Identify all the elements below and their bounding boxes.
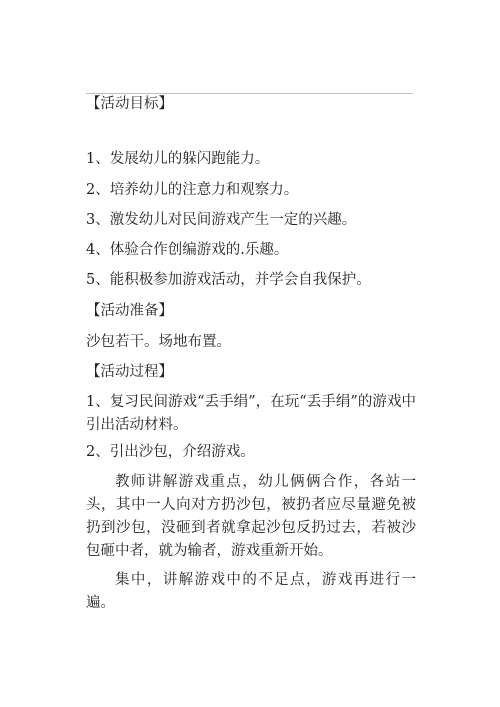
section-heading-process: 【活动过程】 bbox=[86, 364, 173, 380]
game-explanation-paragraph: 教师讲解游戏重点，幼儿俩俩合作，各站一头，其中一人向对方扔沙包，被扔者应尽量避免被扔到沙包，没砸到者就拿起沙包反扔过去，若被沙包砸中者，就为输者，游戏重新开始。 bbox=[86, 474, 416, 559]
goal-item-3: 3、激发幼儿对民间游戏产生一定的兴趣。 bbox=[86, 212, 357, 228]
goal-item-4: 4、体验合作创编游戏的.乐趣。 bbox=[86, 242, 289, 258]
preparation-text: 沙包若干。场地布置。 bbox=[86, 334, 231, 350]
top-divider bbox=[86, 93, 413, 94]
goal-item-1: 1、发展幼儿的躲闪跑能力。 bbox=[86, 151, 270, 167]
process-step-1: 1、复习民间游戏“丢手绢”，在玩“丢手绢”的游戏中引出活动材料。 bbox=[86, 394, 416, 433]
goal-item-2: 2、培养幼儿的注意力和观察力。 bbox=[86, 182, 299, 198]
closing-paragraph: 集中，讲解游戏中的不足点，游戏再进行一遍。 bbox=[86, 572, 416, 611]
section-heading-goals: 【活动目标】 bbox=[86, 96, 173, 112]
goal-item-5: 5、能积极参加游戏活动，并学会自我保护。 bbox=[86, 272, 371, 288]
section-heading-preparation: 【活动准备】 bbox=[86, 303, 173, 319]
process-step-2: 2、引出沙包，介绍游戏。 bbox=[86, 444, 255, 460]
